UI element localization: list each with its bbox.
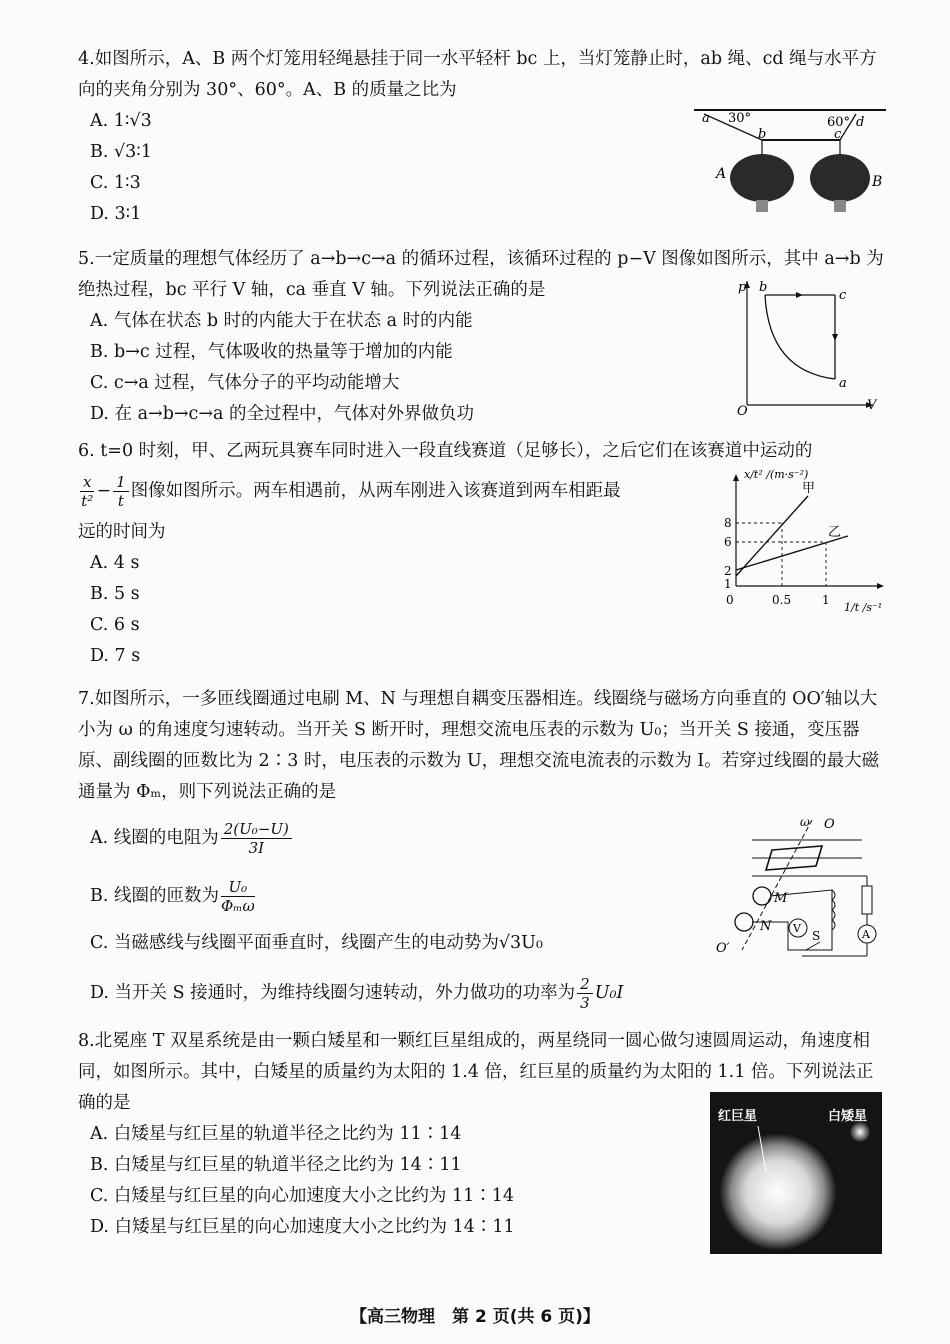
q6-option-d: D. 7 s [90, 646, 141, 666]
fig8-red-giant-label: 红巨星 [718, 1109, 758, 1124]
fig7-voltmeter: V [793, 922, 801, 935]
fig6-ytick-1: 1 [724, 577, 732, 591]
q7-stem: 7.如图所示，一多匝线圈通过电刷 M、N 与理想自耦变压器相连。线圈绕与磁场方向垂直的 OO′轴以大小为 ω 的角速度匀速转动。当开关 S 断开时，理想交流电压表的示数为 U₀；当开关 S 接通，变压器原、副线圈的匝数比为 2∶3 时，电压表的示数为 U，理想交流电流表的示数为 I。若穿过线圈的最大磁通量为 Φₘ，则下列说法正确的是 [78, 689, 880, 802]
q8-option-b: B. 白矮星与红巨星的轨道半径之比约为 14∶11 [90, 1155, 462, 1175]
q6-option-c: C. 6 s [90, 615, 140, 635]
fig4-angle-30: 30° [728, 111, 752, 126]
q6-stem-line1: 6. t=0 时刻，甲、乙两玩具赛车同时进入一段直线赛道（足够长），之后它们在该赛道中运动的 [78, 441, 813, 461]
q6-stem-line3: 远的时间为 [78, 522, 166, 542]
fig4-angle-60: 60° [827, 115, 851, 130]
fig7-ammeter: A [862, 928, 870, 941]
q7-option-a: A. 线圈的电阻为 $\frac{\text{2(U₀−U)}}{3I}$ [78, 814, 888, 862]
q5-option-d: D. 在 a→b→c→a 的全过程中，气体对外界做负功 [90, 404, 475, 424]
fig6-line-yi: 乙 [828, 525, 842, 540]
q4-option-a: A. 1∶√3 [90, 111, 152, 131]
q7-option-c: C. 当磁感线与线圈平面垂直时，线圈产生的电动势为√3U₀ [90, 933, 543, 953]
q7-option-d: D. 当开关 S 接通时，为维持线圈匀速转动，外力做功的功率为 $\frac{2}{3}$ U₀I [90, 975, 624, 1012]
q6-minus: − [96, 481, 112, 501]
fig7-omega: ω [800, 815, 810, 829]
q4-option-b: B. √3∶1 [90, 142, 152, 162]
fig5-label-a: a [839, 376, 847, 391]
fig5-origin: O [737, 404, 748, 415]
fig8-white-dwarf-label: 白矮星 [828, 1109, 868, 1124]
fig5-label-b: b [759, 280, 768, 295]
fig7-O-prime: O′ [716, 941, 730, 956]
binary-star-image [710, 1092, 882, 1254]
fig6-y-label: x/t² /(m·s⁻²) [744, 468, 809, 481]
fig6-line-jia: 甲 [802, 481, 816, 496]
q4-option-d: D. 3∶1 [90, 204, 142, 224]
q6-stem-line2 [78, 469, 718, 513]
fig4-label-A: A [716, 166, 727, 182]
fig6-ytick-8: 8 [724, 516, 732, 530]
q8-option-d: D. 白矮星与红巨星的向心加速度大小之比约为 14∶11 [90, 1217, 515, 1237]
fig5-label-c: c [839, 288, 847, 303]
pv-diagram [735, 275, 880, 415]
fig6-ytick-2: 2 [724, 564, 732, 578]
q4-option-c: C. 1∶3 [90, 173, 141, 193]
q6-option-a: A. 4 s [90, 553, 140, 573]
fig7-switch-S: S [812, 929, 821, 943]
fig4-label-b: b [758, 127, 767, 142]
fig5-axis-p: p [738, 280, 747, 295]
fig7-M: M [774, 891, 788, 906]
q8-option-c: C. 白矮星与红巨星的向心加速度大小之比约为 11∶14 [90, 1186, 514, 1206]
fig6-xtick-0: 0 [726, 593, 734, 607]
page-footer: 【高三物理 第 2 页(共 6 页)】 [350, 1307, 600, 1327]
q6-frac-x-t2: $\frac{x}{\text{t²}}$ [81, 473, 94, 510]
fig5-axis-V: V [867, 398, 877, 413]
fig7-O: O [824, 817, 835, 832]
x-t2-vs-1-t-graph [714, 466, 894, 636]
fig4-label-a: a [702, 111, 710, 126]
q8-option-a: A. 白矮星与红巨星的轨道半径之比约为 11∶14 [90, 1124, 462, 1144]
q5-option-a: A. 气体在状态 b 时的内能大于在状态 a 时的内能 [90, 311, 473, 331]
lantern-figure [690, 104, 890, 224]
fig4-label-c: c [834, 127, 842, 142]
fig6-x-label: 1/t /s⁻¹ [844, 601, 883, 614]
q5-option-b: B. b→c 过程，气体吸收的热量等于增加的内能 [90, 342, 453, 362]
generator-transformer-figure [712, 810, 888, 970]
q6-option-b: B. 5 s [90, 584, 140, 604]
fig7-N: N [760, 919, 772, 934]
q8-stem: 8.北冕座 T 双星系统是由一颗白矮星和一颗红巨星组成的，两星绕同一圆心做匀速圆周运动，角速度相同，如图所示。其中，白矮星的质量约为太阳的 1.4 倍，红巨星的质量约为太阳的 1.1 倍。下列说法正确的是 [78, 1031, 874, 1113]
q6-stem-text: 图像如图所示。两车相遇前，从两车刚进入该赛道到两车相距最 [130, 481, 621, 501]
fig6-xtick-05: 0.5 [772, 593, 792, 607]
q5-stem: 5.一定质量的理想气体经历了 a→b→c→a 的循环过程，该循环过程的 p−V 图像如图所示，其中 a→b 为绝热过程，bc 平行 V 轴，ca 垂直 V 轴。下列说法正确的是 [78, 249, 884, 300]
q4-stem: 4.如图所示，A、B 两个灯笼用轻绳悬挂于同一水平轻杆 bc 上，当灯笼静止时，ab 绳、cd 绳与水平方向的夹角分别为 30°、60°。A、B 的质量之比为 [78, 49, 877, 100]
q7-option-b: B. 线圈的匝数为 $\frac{\text{U₀}}{\text{Φₘω}}$ [90, 878, 255, 915]
fig6-ytick-6: 6 [724, 535, 732, 549]
q5-option-c: C. c→a 过程，气体分子的平均动能增大 [90, 373, 400, 393]
fig4-label-d: d [856, 115, 865, 130]
q6-frac-1-t: $\frac{1}{t}$ [113, 473, 129, 510]
fig6-xtick-1: 1 [822, 593, 830, 607]
fig4-label-B: B [872, 174, 883, 190]
